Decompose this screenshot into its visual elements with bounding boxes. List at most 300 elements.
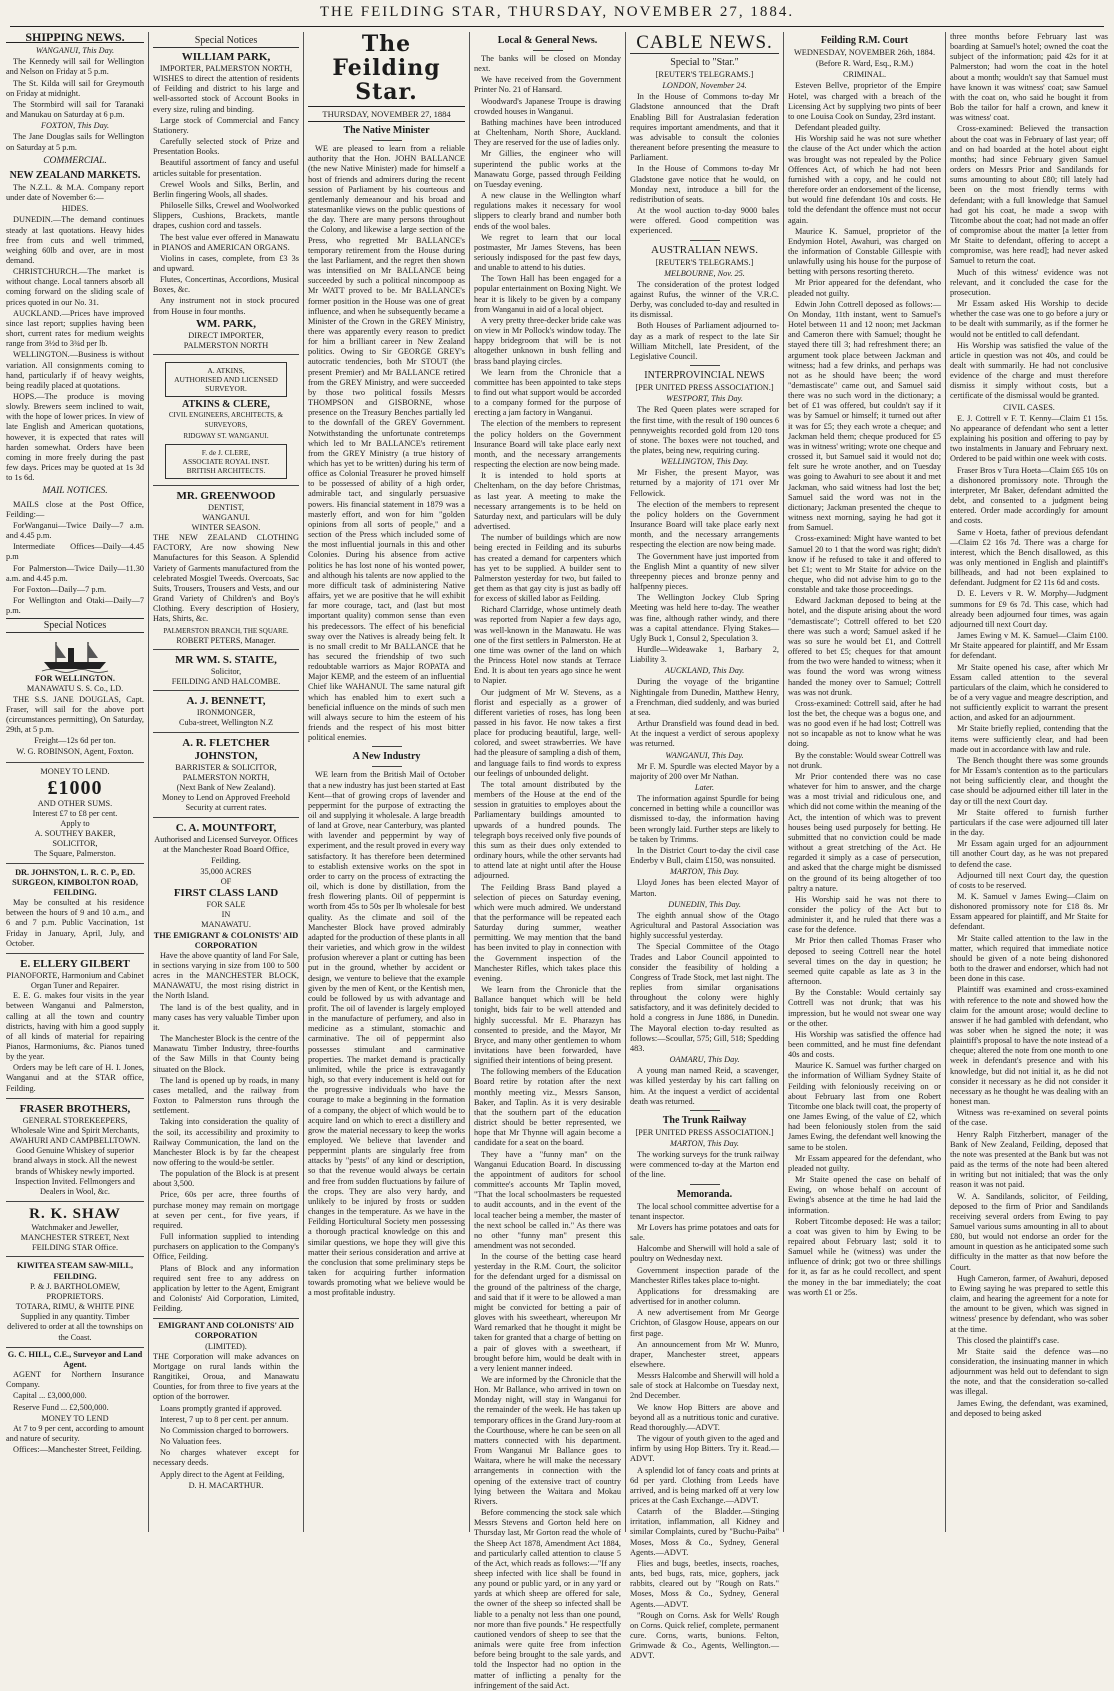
news-item: Our judgment of Mr W. Stevens, as a florist and especially as a grower of different varieties of roses, has long been passed in his favor. He now takes a first place for producing beautiful, large, well-colored, and sweet strawberries. We have had the pleasure of sampling a dish of them, and language fails to find words to express our feelings of unbounded delight. — [474, 687, 621, 778]
divider — [690, 1110, 720, 1111]
ad-amount: £1000 — [47, 776, 103, 799]
news-item: We know Hop Bitters are above and beyond all as a nutritious tonic and curative. Read thoroughly.—ADVT. — [630, 1402, 779, 1432]
column-4 — [474, 32, 621, 1690]
court-report: Maurice K. Samuel, proprietor of the Endymion Hotel, Awahuri, was charged on the information of Constable Gillespie with unlawfully using his house for the purpose of betting with persons resorting thereto. — [788, 226, 941, 277]
ad-line: PALMERSTON BRANCH, THE SQUARE. — [163, 626, 289, 635]
paragraph: Have the above quantity of land For Sale, in sections varying in size from 100 to 500 acres in the MANCHESTER BLOCK, MANAWATU, the most rising district in the North Island. — [153, 950, 299, 1001]
news-item: In the House of Commons to-day Mr Gladstone announced that the Draft Enabling Bill for Australasian federation requires important amendments, and that it was advisable to consult the colonies thereanent before presenting the measure to Parliament. — [630, 92, 779, 163]
court-report: W. A. Sandilands, solicitor, of Feilding, deposed to the firm of Prior and Sandilands receiving several orders from Ewing to pay Samuel various sums amounting in all to about £80, but would not endorse an order for the amount in question as he anticipated some such difficulty in the matter as that now before the Court. — [950, 1191, 1108, 1272]
paragraph: THE S.S. JANE DOUGLAS, Capt. Fraser, will sail for the above port (circumstances permitting), On Saturday, 29th, at 5 p.m. — [6, 694, 144, 735]
ad-title: KIWITEA STEAM SAW-MILL, FEILDING. — [16, 1261, 134, 1281]
news-item: Mr F. M. Spurdle was elected Mayor by a majority of 200 over Mr Nathan. — [630, 761, 779, 781]
ad-line: AWAHURI AND CAMPBELLTOWN. — [9, 1136, 141, 1146]
news-item: Bathing machines have been introduced at Cheltenham, North Shore, Auckland. They are reserved for the use of ladies only. — [474, 117, 621, 148]
paragraph: Carefully selected stock of Prize and Presentation Books. — [153, 137, 299, 157]
column-1 — [6, 32, 144, 1532]
paragraph: THE Corporation will make advances on Mortgage on rural lands within the Rangitikei, Oroua, and Manawatu Counties, for from three to five years at the option of the borrower. — [153, 1351, 299, 1402]
divider — [372, 746, 402, 747]
court-report: By the constable: Would swear Cottrell was not drunk. — [788, 750, 941, 770]
news-item: The Wellington Jockey Club Spring Meeting was held here to-day. The weather was fine, although rather windy, and there was a capital attendance. Flying Stakes—Ugly Buck 1, Consul 2, Speculation 3. — [630, 593, 779, 643]
cable-news-heading: CABLE NEWS. — [630, 32, 779, 54]
news-item: Before commencing the stock sale which Messrs Stevens and Gorton held here on Thursday last, Mr Gorton read the whole of the Sheep Act 1878, Amendment Act 1884, and particularly called attention to clause 5 of the Act, which reads as follows:—"If any sheep infected with lice shall be found in any pound or public yard, or in any yard or yards at which sheep are offered for sale, the owner of the sheep so infected shall be liable to a penalty not less than one pound, nor more than five pounds." He respectfully cautioned vendors of sheep to see that the animals were quite free from infection before being brought to the sale yards, and told the Inspector had no option in the matter of inflicting a penalty for the infringement of the said Act. — [474, 1508, 621, 1690]
ad-line: A. ATKINS, — [207, 366, 245, 376]
ad-line: IMPORTER, PALMERSTON NORTH, — [159, 64, 293, 73]
park-ad — [153, 49, 299, 355]
news-item: Both Houses of Parliament adjourned to-day as a mark of respect to the late Sir William Mitchell, late President, of the Legislative Council. — [630, 321, 779, 361]
atkins-ad — [153, 357, 299, 486]
ad-title: MONEY TO LEND — [41, 1413, 109, 1423]
paragraph: CHRISTCHURCH.—The market is without change. Local tanners absorb all coming forward on the sliding scale of prices quoted in our No. 31. — [6, 267, 144, 307]
news-item: During the voyage of the brigantine Nightingale from Dunedin, Matthew Henry, a Frenchman, died suddenly, and was buried at sea. — [630, 677, 779, 717]
court-report: Mr Prior appeared for the defendant, who pleaded not guilty. — [788, 278, 941, 298]
ad-line: Cuba-street, Wellington N.Z — [178, 718, 274, 728]
news-item: The Town Hall has been engaged for a popular entertainment on Boxing Night. We hear it is likely to be given by a company from Wanganui in aid of a local object. — [474, 274, 621, 314]
column-7 — [950, 32, 1108, 1532]
mail-heading: MAIL NOTICES. — [42, 486, 108, 497]
column-rule — [783, 32, 784, 1532]
news-item: Richard Clarridge, whose untimely death was reported from Napier a few days ago, was well-known in the Manawatu. He was one of the first settlers in Palmerston. He at one time was owner of the land on which the Princess Hotel now stands at Terrace End. It is about ten years ago since he went to Napier. — [474, 605, 621, 686]
column-2 — [153, 32, 299, 1532]
ad-line: ASSOCIATE ROYAL INST. BRITISH ARCHITECTS. — [182, 456, 270, 475]
mountfort-ad — [153, 820, 299, 1319]
ad-title: E. ELLERY GILBERT — [20, 957, 130, 970]
ad-title: R. K. SHAW — [29, 1206, 121, 1222]
dateline: AUCKLAND, This Day. — [664, 666, 745, 676]
paragraph: AUCKLAND.—Prices have improved since last report; supplies having been short, current rates for medium weights range from 3½d to 3¾d per lb. — [6, 308, 144, 349]
paragraph: Violins in cases, complete, from £3 3s and upward. — [153, 253, 299, 273]
news-item: A splendid lot of fancy coats and prints at 6d per yard. Clothing from Leeds have arrived, and is being marked off at very low prices at the Cash Exchange.—ADVT. — [630, 1465, 779, 1505]
news-item: We learn from the Chronicle that a committee has been appointed to take steps to find out what support would be accorded to a company formed for the purpose of erecting a jam factory in Wanganui. — [474, 367, 621, 418]
masthead: THE FEILDING STAR, THURSDAY, NOVEMBER 27, 1884. — [319, 4, 795, 20]
paragraph: WISHES to direct the attention of residents of Feilding and district to his large and well-assorted stock of Account Books in every size, ruling and binding. — [153, 74, 299, 114]
fraser-ad — [6, 1101, 144, 1202]
paragraph: May be consulted at his residence between the hours of 9 and 10 a.m., and 6 and 7 p.m. Public Vaccination, 1st Friday in January, April, July, and October. — [6, 898, 144, 948]
news-item: In the District Court to-day the civil case Enderby v Bull, claim £150, was nonsuited. — [630, 845, 779, 866]
court-report: This closed the plaintiff's case. — [957, 1335, 1060, 1345]
news-item: The Feilding Brass Band played a selection of pieces on Saturday evening, which were much admired. We understand that the performance will be repeated each Saturday during summer, weather permitting. We may mention that the band has been invited to play in connection with the Government inspection of the Manchester Rifles, which takes place this evening. — [474, 882, 621, 983]
court-report: His Worship said he was not sure whether the clause of the Act under which the action was brought was not repealed by the Police Offences Act, of which he had not been furnished with a copy, and he could not therefore order an endorsement of the license, but would fine defendant 10s and costs. He told the defendant the offence must not occur again. — [788, 134, 941, 225]
dateline: Later. — [694, 783, 715, 792]
paragraph: Capital ... £3,000,000. — [13, 1391, 87, 1401]
news-item: At the wool auction to-day 9000 bales were offered. Good competition was experienced. — [630, 206, 779, 236]
sawmill-ad — [6, 1259, 144, 1347]
ad-line: FOR SALE — [206, 900, 246, 910]
column-6 — [788, 32, 941, 1532]
paragraph: For Wellington and Otaki—Daily—7 p.m. — [6, 595, 144, 616]
court-report: Mr Essam asked His Worship to decide whether the case was one to go before a jury or to be dealt with summarily, as if the former he would not be entitled to call defendant. — [950, 299, 1108, 339]
court-report: Cross-examined: Believed the transaction about the coat was in February of last year; off and on had boarded at the hotel about eight months; had since February given Samuel orders on Messrs Prior and Sandilands for sums amounting to about £80; till lately had been on the most friendly terms with defendant; with a full knowledge that Samuel had got his coat, he made a swop with Titcombe about the coat; had not made an offer of compromise about the matter [a letter from Mr Staite to defendant, offering to accept a compromise, was here read]; had never asked Samuel to return the coat. — [950, 124, 1108, 266]
news-item: Lloyd Jones has been elected Mayor of Marton. — [630, 878, 779, 898]
paragraph: AGENT for Northern Insurance Company. — [6, 1370, 144, 1390]
divider — [690, 240, 720, 241]
paragraph: Reserve Fund ... £2,500,000. — [13, 1402, 109, 1412]
paragraph: The best value ever offered in Manawatu in PIANOS and AMERICAN ORGANS. — [153, 232, 299, 252]
column-3 — [308, 32, 465, 1532]
paragraph: Money to Lend on Approved Freehold Security at current rates. — [162, 792, 290, 813]
ad-title: MONEY TO LEND. — [40, 766, 110, 776]
paragraph: The Kennedy will sail for Wellington and Nelson on Friday at 5 p.m. — [6, 57, 144, 77]
ad-title: ATKINS & CLERE, — [182, 399, 270, 411]
court-report: His Worship was satisfied the value of the article in question was not 40s, and could be dealt with summarily. He had not conclusive evidence of the charge and must therefore dismiss it simply without costs, but a certificate of the dismissal would be granted. — [950, 340, 1108, 401]
section-heading: Local & General News. — [497, 35, 598, 46]
ad-title: FOR WELLINGTON. — [35, 674, 115, 684]
dentist-ad — [153, 488, 299, 650]
court-report: three months before February last was boarding at Samuel's hotel; owned the coat the subject of the information; paid 42s for it at Palmerston; had worn the coat in the hotel about a month; wouldn't say that Samuel must have known it was witness' coat; saw Samuel with the coat on, who said he bought it from Bob the tailor for half a crown, and knew it was witness' coat. — [950, 32, 1108, 123]
dateline: MARTON, This Day. — [670, 1139, 739, 1148]
news-item: The eighth annual show of the Otago Agricultural and Pastoral Association was highly successful yesterday. — [630, 910, 779, 941]
paragraph: TOTARA, RIMU, & WHITE PINE Supplied in any quantity. Timber delivered to order at all the townships on the Coast. — [7, 1302, 143, 1342]
paragraph: Taking into consideration the quality of the soil, its accessibility and proximity to Railway Communication, the land on the Manchester Block is by far the cheapest now offering to the would-be settler. — [153, 1117, 299, 1167]
agency-credit: [REUTER'S TELEGRAMS.] — [655, 257, 754, 267]
paragraph: Crewel Wools and Silks, Berlin, and Berlin fingering Wools, all shades. — [153, 179, 299, 199]
paragraph: No Valuation fees. — [160, 1437, 222, 1447]
ad-line: MANAWATU. — [201, 920, 251, 930]
subhead: CRIMINAL. — [842, 70, 887, 80]
court-report: Mr Staite said the defence was—no consideration, the insinuating manner in which adjournment was held out to defendant to sign the note, and that the consideration so-called was illegal. — [950, 1346, 1108, 1397]
doctor-ad — [6, 866, 144, 954]
dateline: MARTON, This Day. — [670, 867, 739, 877]
paragraph: Flutes, Concertinas, Accordions, Musical Boxes, &c. — [153, 275, 299, 295]
column-rule — [303, 32, 304, 1532]
ad-title: MR WM. S. STAITE, — [175, 653, 277, 666]
paragraph: E. E. G. makes four visits in the year between Wanganui and Palmerston, calling at all the town and country districts, having with him a good supply of all kinds of material for repairing Pianos, Harmoniums, &c. Pianos tuned by the year. — [6, 991, 144, 1062]
ad-line: CIVIL ENGINEERS, ARCHITECTS, & SURVEYORS, — [168, 411, 284, 430]
newspaper-nameplate: The Feilding Star. — [308, 32, 465, 107]
paragraph: DUNEDIN.—The demand continues steady at last quotations. Heavy hides free from cuts and well trimmed, weighing 60lb and over, are in most demand. — [6, 215, 144, 265]
column-5 — [630, 32, 780, 1661]
divider — [533, 50, 563, 51]
divider — [690, 1184, 720, 1185]
court-report: James Ewing, the defendant, was examined, and deposed to being asked — [950, 1398, 1108, 1418]
court-report: Mr Staite opened the case on behalf of Ewing, on whose behalf on account of Ewing's absence at the time he had laid the information. — [788, 1175, 941, 1215]
paragraph: Philoselle Silks, Crewel and Woolworked Slippers, Cushions, Brackets, mantle drapes, cushion cord and tassels. — [153, 201, 299, 231]
news-item: The Special Committee of the Otago Trades and Labor Council appointed to consider the feasibility of holding a Congress of Trade Stock, met last night. The replies from similar organisations throughout the colony were highly satisfactory, and it was definitely decided to hold a congress in June 1886, in Dunedin. The Mayoral election to-day resulted as follows:—Scoullar, 575; Gill, 518; Spedding 483. — [630, 942, 780, 1053]
court-report: Much of this witness' evidence was not relevant, and it concluded the case for the prosecution. — [950, 267, 1108, 297]
court-report: Maurice K. Samuel was further charged on the information of William Sydney Staite of Feilding with feloniously receiving on or about February last from one Robert Titcombe one black twill coat, the property of one James Ewing, of the value of £2, which had been feloniously stolen from the said James Ewing, the defendant well knowing the same to be stolen. — [788, 1061, 941, 1152]
ad-line: AND OTHER SUMS. — [37, 798, 113, 808]
section-heading: INTERPROVINCIAL NEWS — [644, 370, 765, 382]
divider — [690, 365, 720, 366]
ad-line: WINTER SEASON. — [191, 523, 261, 532]
paragraph: Good Genuine Whiskey of superior brand always in stock. All the newest brands of Whiskey newly imported. Inspection Invited. Fellmongers and Dealers in Wool, &c. — [13, 1146, 137, 1196]
court-report: Mr Prior contended there was no case whatever for him to answer, and the charge was a most trivial and ridiculous one, and which did not come within the meaning of the Act, the intention of which was to prevent houses being used purposely for betting. He submitted that no conviction could be made without a great stretching of the Act. He regarded it simply as a case of persecution, and asked that the charge might be dismissed on the ground of its being altogether of too paltry a nature. — [788, 771, 941, 893]
ad-title: C. A. MOUNTFORT, — [175, 822, 277, 835]
ad-line: BARRISTER & SOLICITOR, — [175, 762, 277, 772]
divider — [372, 766, 402, 767]
ad-line: GENERAL STOREKEEPERS, Wholesale Wine and Spirit Merchants, — [10, 1115, 140, 1135]
court-report: Robert Titcombe deposed: He was a tailor; a coat was given to him by Ewing to be repaired about February last; sold it to Samuel while he (witness) was under the influence of drink; got two or three shillings for it, as far as he could recollect, and spent the money in the bar immediately; the coat was worth £1 or 25s. — [788, 1216, 941, 1297]
ad-line: ROBERT PETERS, Manager. — [176, 635, 276, 645]
paragraph: The land is opened up by roads, in many cases metalled, and the railway from Foxton to Palmerston runs through the settlement. — [153, 1075, 299, 1116]
column-rule — [469, 32, 470, 1532]
paragraph: Apply direct to the Agent at Feilding, — [160, 1469, 285, 1479]
ad-title: DR. JOHNSTON, L. R. C. P., ED. SURGEON, KIMBOLTON ROAD, FEILDING. — [12, 867, 138, 897]
paragraph: Intermediate Offices—Daily—4.45 p.m — [6, 542, 144, 562]
court-report: Henry Ralph Fitzherbert, manager of the Bank of New Zealand, Feilding, deposed that the note was presented at the Bank but was not paid as the terms of the note had been altered in writing but not initialed; that was the only reason it was not paid. — [950, 1129, 1108, 1190]
column-rule — [625, 32, 626, 1532]
news-item: "Rough on Corns. Ask for Wells' Rough on Corns. Quick relief, complete, permanent cure. Corns, warts, bunions. Felton, Grimwade & Co., Agents, Wellington.—ADVT. — [630, 1610, 779, 1661]
section-heading: Memoranda. — [676, 1188, 733, 1200]
news-item: The election of the members to represent the policy holders on the Government Insurance Board will take place early next month, and the necessary arrangements respecting the election are now being made. — [474, 419, 621, 470]
section-heading: AUSTRALIAN NEWS. — [651, 243, 758, 256]
subhead: HIDES. — [61, 204, 89, 214]
court-report: M. K. Samuel v James Ewing—Claim on dishonored promissory note for £18 8s. Mr Essam appeared for plaintiff, and Mr Staite for defendant. — [950, 891, 1108, 932]
paragraph: W. G. ROBINSON, Agent, Foxton. — [16, 747, 134, 757]
ad-line: F. de J. CLERE, — [201, 447, 251, 457]
article-body: WE learn from the British Mail of October that a new industry has just been started at East Kent—that of growing crops of lavender and peppermint for the purpose of extracting the oil and supplying it wholesale. A large breadth of land at Grove, near Canterbury, was planted with lavender and peppermint by way of experiment, and the result proved in every way satisfactory. It has therefore been determined to establish extensive works on the spot in order to carry on the process of extracting the oil, which is done by distillation, from the fresh flowering plants. Oil of peppermint is worth from 45s to 50s per lb wholesale for best quality. As the climate and soil of the Manchester Block have proved admirably adapted for the production of these plants in all their varieties, and which grow in the wildest profusion wherever a plant or cutting has been put in the ground, whether by accident or design, we venture to believe that the example given by the men of Kent, or the Kentish men, could be followed by us with advantage and profit. The oil of lavender is largely employed in the manufacture of perfumery, and also in medicine as a stimulant, stomachic and carminative. The oil of peppermint also possesses stimulant and carminative properties. The market demand is practically unlimited, while the price is extravagantly high, so that every inducement is held out for the progressive individuals who have the courage to make a beginning in the formation of a company, the object of which would be to acquire land on which to erect a distillery and grow the material necessary to keep the works employed. We believe that lavender and peppermint plants are singularly free from attacks by "pests" of any kind or description, so that the revenue would always be certain and free from sudden fluctuations by failure of the crops. They are also very hardy, and unlikely to be injured by frosts or sudden changes in the temperature. As we have in the Feilding Horticultural Society men possessing a thorough practical knowledge on this and similar questions, we hope they will give this matter their serious consideration and arrive at the conclusion that some preliminary steps be taken for acquiring further information towards promoting what we believe would be a most profitable industry. — [308, 770, 465, 1298]
paragraph: The land is of the best quality, and in many cases has very valuable Timber upon it. — [153, 1002, 299, 1032]
dateline: WESTPORT, This Day. — [666, 394, 743, 404]
section-heading: The Trunk Railway — [662, 1114, 747, 1126]
subhead: CIVIL CASES. — [1003, 402, 1055, 412]
dateline: MELBOURNE, Nov. 25. — [664, 268, 745, 278]
column-rule — [148, 32, 149, 1532]
news-item: Hurdle—Wideawake 1, Barbary 2, Liability 3. — [630, 644, 779, 665]
ad-line: (Next Bank of New Zealand). — [176, 782, 276, 792]
paragraph: The Manchester Block is the centre of the Manawatu Timber Industry, three-fourths of the Saw Mills in that County being situated on the Block. — [153, 1034, 299, 1074]
staite-ad — [153, 652, 299, 691]
news-item: The total amount distributed by the members of the House at the end of the session in gratuities to employes about the Parliamentary buildings amounted to upwards of a hundred pounds. The telegraph boys received only five pounds of this sum as their dues only extended to ordinary hours, while the other servants had to attend late at night until after the House adjourned. — [474, 779, 621, 881]
dateline: WELLINGTON, This Day. — [660, 457, 749, 467]
agency-credit: [PER UNITED PRESS ASSOCIATION.] — [635, 383, 774, 393]
court-report: D. E. Levers v R. W. Morphy—Judgment summons for £9 6s 7d. This case, which had already been adjourned four times, was again adjourned till next Court day. — [950, 589, 1108, 629]
ad-line: Interest £7 to £8 per cent. — [32, 808, 118, 818]
court-report: Mr Staite offered to furnish further particulars if the case were adjourned till later in the day. — [950, 807, 1108, 838]
paragraph: The population of the Block is at present about 3,500. — [153, 1169, 299, 1189]
news-item: We learn from the Chronicle that the Ballance banquet which will be held tonight, bids fair to be well attended and highly successful. Mr E. Pharazyn has consented to preside, and the Mayor, Mr Bryce, and many other gentlemen to whom invitations have been forwarded, have signified their intentions of being present. — [474, 985, 621, 1066]
paragraph: THE NEW ZEALAND CLOTHING FACTORY, Are now showing New Manufactures for this Season. A Splendid Variety of Garments manufactured from the celebrated Mosgiel Tweeds. Overcoats, Sac Suits, Trousers, Trousers and Vests, and our Grand Variety of Children's and Boy's Clothing. Every description of Hosiery, Hats, Shirts, &c. — [153, 533, 299, 624]
article-heading: The Native Minister — [343, 125, 430, 137]
court-report: E. J. Cottrell v F. T. Kenny—Claim £1 15s. No appearance of defendant who sent a letter explaining his position and offering to pay by two instalments in January and February next. Ordered to be paid within one week with costs. — [950, 413, 1108, 464]
news-item: The vigour of youth given to the aged and infirm by using Hop Bitters. Try it. Read.—ADVT. — [630, 1434, 779, 1464]
court-report: His Worship said he was not there to consider the policy of the Act but to administer it, and he ruled that there was a case for the defence. — [788, 894, 941, 935]
news-item: Mr Gillies, the engineer who will superintend the public works at the Manawatu Gorge, passed through Feilding on Tuesday evening. — [474, 149, 621, 189]
article-body: WE are pleased to learn from a reliable authority that the Hon. JOHN BALLANCE (the new Native Minister) made for himself a host of friends and admirers during the recent session of Parliament by his courteous and gentlemanly demeanour and his broad and statesmanlike views on the public questions of the day. There are many persons throughout the Colony, and likewise a large section of the Press, who regretted Mr BALLANCE's temporary retirement from the House during the last Parliament, and the regret then shown was intensified on Mr BALLANCE being succeeded by such a political nincompoop as Mr WATT proved to be. Mr BALLANCE's former position in the House was one of great influence, and when he subsequently became a Minister of the Crown in the GREY Ministry, there was apparently every reason to predict for him a brilliant career in New Zealand politics. Owing to Sir GEORGE GREY's autocratic tendencies, both Mr STOUT (the present Premier) and Mr BALLANCE retired from the GREY Ministry, and were succeeded by those two political fossils Messrs THOMPSON and GISBORNE, whose presence on the Treasury Benches partially led to the downfall of the GREY Government. Notwithstanding the unfortunate contretemps which led to Mr BALLANCE's retirement from the GREY Ministry (a true history of which has yet to be written) during his term of office as Colonial Treasurer he proved himself to be possessed of ability of a high order, admirable tact, and singularly persuasive powers. His financial statement in 1879 was a masterly effort, and won for him "golden opinions from all sorts of people," and a section of the Press which included some of the most influential journals in this and other Colonies. During his absence from active politics he has lost none of his wonted power, and although his talents are now applied to the more difficult task of administering Native affairs, yet we are positive that he will exhibit far more courage, tact, and (last but most important quality) common sense than even his predecessors. The effect of his beneficial sway over the Natives is already being felt. It is no small credit to Mr BALLANCE that he has secured the friendship of two such redoubtable warriors as Major ROPATA and Major KEMP, and the esteem of an influential Chief like WAHANUI. The same natural gift which has enabled him to exert such a beneficial influence on the minds of such men will always secure to him the esteem of his friends and the respect of his most bitter political enemies. — [308, 144, 465, 743]
ad-title: THE EMIGRANT & COLONISTS' AID CORPORATION — [153, 930, 299, 950]
paragraph: ForWanganui—Twice Daily—7 a.m. and 4.45 p.m. — [6, 520, 144, 541]
section-heading: Feilding R.M. Court — [820, 35, 909, 46]
paragraph: Orders may be left care of H. I. Jones, Wanganui and at the STAR office, Feilding. — [6, 1063, 144, 1093]
ad-title: A. J. BENNETT, — [186, 695, 266, 708]
column-rule — [945, 32, 946, 1532]
news-item: A new clause in the Wellington wharf regulations makes it necessary for wool slippers to clearly brand and number both ends of the wool bales. — [474, 191, 621, 231]
court-report: Cross-examined: Might have wanted to bet Samuel 20 to 1 that the word was right; didn't know if he refused to take it and offered to bet £1; went to Mr Staite for advice on the cheque, who did not advise him to go to the constable and take those proceedings. — [788, 534, 941, 595]
news-item: The Government have just imported from the English Mint a quantity of new silver threepenny pieces and bronze penny and halfpenny pieces. — [630, 551, 779, 592]
news-item: A new advertisement from Mr George Crichton, of Glasgow House, appears on our first page. — [630, 1308, 779, 1338]
paragraph: For Palmerston—Twice Daily—11.30 a.m. and 4.45 p.m. — [6, 563, 144, 583]
ad-subtitle: MANAWATU S. S. Co., LD. — [26, 684, 124, 694]
court-report: Cross-examined: Cottrell said, after he had lost the bet, the cheque was a bogus one, and was no good even if he had lost; Cottrell was not so incapable as not to know what he was doing. — [788, 698, 941, 749]
paragraph: Interest, 7 up to 8 per cent. per annum. — [160, 1414, 289, 1424]
steamship-icon — [40, 638, 110, 672]
issue-date: THURSDAY, NOVEMBER 27, 1884 — [308, 107, 465, 122]
shipping-list — [6, 46, 144, 153]
ad-line: IRONMONGER, — [196, 708, 256, 718]
paragraph: Full information supplied to intending purchasers on application to the Company's Office, Feilding. — [153, 1232, 299, 1262]
news-item: We are informed by the Chronicle that the Hon. Mr Ballance, who arrived in town on Monday night, will stay in Wanganui for the remainder of the week. He has taken up temporary offices in the Grand Jury-room at the Courthouse, where he can be seen on all matters connected with his department. From Wanganui Mr Ballance goes to Waitara, where he will make the necessary arrangements in connection with the opening of the extensive tract of country lying between the Waitara and Mokau Rivers. — [474, 1375, 621, 1506]
news-item: In the House of Commons to-day Mr Gladstone gave notice that he would, on Monday next, introduce a bill for the redistribution of seats. — [630, 164, 779, 204]
paragraph: The Jane Douglas sails for Wellington on Saturday at 5 p.m. — [6, 132, 144, 152]
court-report: Hugh Cameron, farmer, of Awahuri, deposed to Ewing saying he was prepared to settle this claim, and hearing the agreement for a note for the amount to be given, which was signed in witness' presence by defendant, who was sober at the time. — [950, 1273, 1108, 1334]
article-heading: A New Industry — [352, 751, 421, 763]
paragraph: No charges whatever except for necessary deeds. — [153, 1448, 299, 1468]
news-item: The Red Queen plates were scraped for the first time, with the result of 190 ounces 6 pennyweights recorded gold from 120 tons of stone. The boxes were not touched, and the plates, being new, requiring curing. — [630, 405, 779, 455]
ad-line: RIDGWAY ST. WANGANUI. — [183, 431, 269, 440]
news-item: An announcement from Mr W. Munro, draper, Manchester street, appears elsewhere. — [630, 1339, 779, 1369]
steamer-ad — [6, 634, 144, 762]
court-report: Mr Prior then called Thomas Fraser who deposed to seeing Cottrell near the hotel several times on the day in question; he seemed quite capable as late as 3 in the afternoon. — [788, 936, 941, 987]
court-report: Mr Staite opened his case, after which Mr Essam called attention to the several particulars of the claim, which he considered to be of a very vague and meagre description, and not sufficiently explicit to warrant the present action, and asked for an adjournment. — [950, 662, 1108, 723]
court-report: Plaintiff was examined and cross-examined with reference to the note and showed how the claim for the amount arose; would decline to answer if he had gambled with defendant, who was sober when he signed the note; it was plaintiff's proposal to have the note instead of a cheque; altered the note from one month to one week in defendant's presence and with his knowledge, but did not initial it, as he did not consider it necessary as he did not consider it necessary as he thought he was dealing with an honest man. — [950, 985, 1108, 1107]
court-report: James Ewing v M. K. Samuel—Claim £100. Mr Staite appeared for plaintiff, and Mr Essam for defendant. — [950, 631, 1108, 661]
news-item: Applications for dressmaking are advertised for in another column. — [630, 1286, 779, 1307]
ad-line: PALMERSTON NORTH, — [182, 772, 270, 782]
paragraph: The St. Kilda will sail for Greymouth on Friday at midnight. — [6, 78, 144, 98]
news-item: The consideration of the protest lodged against Rufus, the winner of the V.R.C. Derby, was concluded to-day and resulted in its dismissal. — [630, 279, 779, 320]
paragraph: Authorised and Licensed Surveyor. Offices at the Manchester Road Board Office, Feilding. — [154, 835, 298, 865]
ad-title: G. C. HILL, C.E., Surveyor and Land Agent. — [7, 1349, 143, 1369]
ad-line: A. SOUTHEY BAKER, — [34, 829, 116, 839]
news-item: The election of the members to represent the policy holders on the Government Insurance Board will take place early next month, and the necessary arrangements respecting the election are now being made. — [630, 499, 779, 550]
ad-line: IN — [221, 910, 231, 920]
ad-title: MR. GREENWOOD — [176, 489, 276, 502]
paragraph: For Foxton—Daily—7 p.m. — [13, 584, 107, 594]
shaw-ad — [6, 1204, 144, 1257]
court-report: By the Constable: Would certainly say Cottrell was not drunk; that was his impression, but he would not swear one way or the other. — [788, 988, 941, 1028]
commercial-heading: COMMERCIAL. — [43, 155, 107, 166]
news-item: Mr Lovers has prime potatoes and oats for sale. — [630, 1222, 779, 1243]
divider — [372, 140, 402, 141]
court-report: Fraser Bros v Tura Hoeta—Claim £65 10s on a dishonored promissory note. Through the interpreter, Mr Baker, defendant admitted the debt, and consented to a judgment being entered. Order made accordingly for amount and costs. — [950, 465, 1108, 526]
news-item: Woodward's Japanese Troupe is drawing crowded houses in Wanganui. — [474, 96, 621, 116]
paragraph: Large stock of Commercial and Fancy Stationery. — [153, 115, 299, 135]
dateline: DUNEDIN, This Day. — [668, 899, 741, 909]
money-ad — [6, 765, 144, 864]
news-item: The following members of the Education Board retire by rotation after the next monthly meeting viz., Messrs Sanson, Baker, and Taplin. As it is very desirable that the southern part of the education district should be better represented, we hope that Mr Thynne will again become a candidate for a seat on the board. — [474, 1067, 621, 1148]
ad-line: PALMERSTON NORTH — [183, 340, 269, 350]
sub-heading: Special to "Star." — [670, 57, 739, 68]
ad-line: (LIMITED). — [205, 1341, 247, 1351]
paragraph: Beautiful assortment of fancy and useful articles suitable for presentation. — [153, 158, 299, 178]
ad-line: Solicitor, — [210, 666, 242, 676]
ad-line: Watchmaker and Jeweller, MANCHESTER STREET, Next FEILDING STAR Office. — [20, 1223, 130, 1253]
paragraph: At 7 to 9 per cent, according to amount and nature of security. — [6, 1423, 144, 1443]
ad-title: EMIGRANT AND COLONISTS' AID CORPORATION — [158, 1321, 294, 1341]
paragraph: Loans promptly granted if approved. — [160, 1403, 282, 1413]
news-item: The local school committee advertise for a tenant inspector. — [630, 1201, 779, 1221]
court-report: Mr Essam again urged for an adjournment till another Court day, as he was not prepared to defend the case. — [950, 839, 1108, 869]
card — [165, 444, 287, 479]
ad-line: PIANOFORTE, Harmonium and Cabinet Organ Tuner and Repairer. — [6, 970, 144, 991]
shipping-heading: SHIPPING NEWS. — [6, 32, 144, 43]
news-item: Mr Fisher, the present Mayor, was returned by a majority of 171 over Mr Fellowick. — [630, 468, 779, 498]
court-report: Esteven Bellve, proprietor of the Empire Hotel, was charged with a breach of the Licensing Act by supplying two pints of beer to one Louisa Cook on Sunday, 23rd instant. — [788, 81, 941, 121]
paragraph: No Commission charged to borrowers. — [160, 1425, 289, 1435]
ad-line: The Square, Palmerston. — [34, 849, 116, 859]
court-report: His Worship was satisfied the offence had been committed, and he must fine defendant 40s and costs. — [788, 1029, 941, 1060]
news-item: In the course of the betting case heard yesterday in the R.M. Court, the solicitor for the defendant urged for a dismissal on the ground of the paltriness of the charge, and said that if it were to be allowed a man might be convicted for betting a pair of gloves with his sweetheart, whereupon Mr Ward remarked that he thought it might be taken for granted that a charge of betting on a pair of gloves with a sweetheart, if brought before him, would be dealt with in a very lenient manner indeed. — [474, 1252, 621, 1373]
dateline: LONDON, November 24. — [662, 81, 747, 91]
news-item: Government inspection parade of the Manchester Rifles takes place to-night. — [630, 1265, 779, 1285]
paragraph: Any instrument not in stock procured from House in four months. — [153, 296, 299, 316]
dateline: OAMARU, This Day. — [669, 1055, 740, 1065]
piano-tuner-ad — [6, 956, 144, 1099]
news-item: A young man named Reid, a scavenger, was killed yesterday by his cart falling on him. At the inquest a verdict of accidental death was returned. — [630, 1066, 779, 1106]
ad-line: SOLICITOR, — [52, 839, 98, 849]
ad-signature: WM. PARK, — [196, 317, 256, 330]
paragraph: Offices:—Manchester Street, Feilding. — [13, 1445, 142, 1455]
dateline: WANGANUI, This Day. — [665, 750, 744, 760]
ad-line: 35,000 ACRES — [200, 866, 252, 876]
news-item: It is intended to hold sports at Cheltenham, on the day before Christmas, as last year. A meeting to make the necessary arrangements is to be held on Saturday next, and particulars will be duly advertised. — [474, 471, 621, 532]
card — [165, 362, 287, 397]
paragraph: HOPS.—The produce is moving slowly. Brewers seem inclined to wait, with the hope of lower prices. In view of late English and American quotations, however, it is expected that rates will harden somewhat. Orders have been coming in more freely during the past few days. Prices may be quoted at 1s 3d to 1s 6d. — [6, 392, 144, 483]
news-item: Flies and bugs, beetles, insects, roaches, ants, bed bugs, rats, mice, gophers, jack rabbits, cleared out by "Rough on Rats." Moses, Moss & Co., Sydney, General Agents.—ADVT. — [630, 1558, 779, 1609]
paragraph: The Stormbird will sail for Taranaki and Manukau on Saturday at 6 p.m. — [6, 99, 144, 120]
corporation-ad — [153, 1321, 299, 1491]
court-report: The Bench thought there was some grounds for Mr Essam's contention as to the particulars not being sufficiently clear, and thought the case should be adjourned either till later in the day or till the next Court day. — [950, 755, 1108, 806]
dateline: WEDNESDAY, NOVEMBER 26th, 1884. — [793, 48, 936, 57]
news-item: Halcombe and Sherwill will hold a sale of poultry on Wednesday next. — [630, 1244, 779, 1264]
paragraph: Price, 60s per acre, three fourths of purchase money may remain on mortgage at seven per cent., for five years, if required. — [153, 1190, 299, 1230]
ad-line: OF — [220, 876, 232, 886]
ad-line: FIRST CLASS LAND — [173, 887, 279, 900]
ad-line: DENTIST, — [207, 502, 245, 512]
news-item: Messrs Halcombe and Sherwill will hold a sale of stock at Halcombe on Tuesday next, 2nd December. — [630, 1371, 779, 1401]
news-item: Catarrh of the Bladder.—Stinging irritation, inflammation, all Kidney and similar Complaints, cured by "Buchu-Paiba" Moses, Moss & Co., Sydney, General Agents.—ADVT. — [630, 1507, 779, 1557]
ad-line: AUTHORISED AND LICENSED SURVEYOR. — [174, 375, 278, 394]
news-item: Arthur Dransfield was found dead in bed. At the inquest a verdict of serous apoplexy was returned. — [630, 719, 779, 749]
paragraph: Freight—12s 6d per ton. — [34, 736, 116, 746]
ad-line: DIRECT IMPORTER, — [188, 330, 264, 340]
news-item: The banks will be closed on Monday next. — [474, 54, 621, 74]
ad-title: FRASER BROTHERS, — [19, 1102, 131, 1115]
paragraph: Plans of Block and any information required sent free to any address on application by letter to the Agent, Emigrant and Colonists' Aid Corporation, Limited, Feilding. — [153, 1263, 299, 1314]
court-report: Edwin John Cottrell deposed as follows:—On Monday, 11th instant, went to Samuel's Hotel between 11 and 12 noon; met Jackman and Cameron there with Samuel; thought he stayed there till 3; had refreshment there; an argument took place between Jackman and witness; had a few drinks, and perhaps was not as he should have been; the word "demastiscate" came out, and Samuel said there was no such word in the dictionary; a bet of £1 was offered, but couldn't say if it was by Samuel or himself; it turned out after it was for £5; they each wrote a cheque; and Jackman held them; cheque produced for £5 was in witness' writing; wrote one cheque and crossed it, but Samuel said it would not do; felt sure he wrote another, and on Tuesday was going to Awahuri to see about it and met Jackman, who said witness had lost the bet; Samuel said the word was not in the dictionary; Jackman presented the cheque to witness next morning, saying he had got it from Samuel. — [788, 299, 941, 533]
court-report: Mr Staite called attention to the law in the matter, which required that immediate notice should be given of a note being dishonored both to the drawer and endorser, which had not been done in this case. — [950, 933, 1108, 984]
ad-line: WANGANUI. — [202, 512, 250, 522]
bennett-ad — [153, 693, 299, 732]
markets-heading: NEW ZEALAND MARKETS. — [9, 169, 141, 181]
ad-title: WILLIAM PARK, — [181, 51, 271, 63]
court-report: Defendant pleaded guilty. — [795, 123, 881, 133]
paragraph: WELLINGTON.—Business is without variation. All consignments coming to hand, particularly if of heavy weights, being readily placed at quotations. — [6, 350, 144, 390]
news-item: The information against Spurdle for being concerned in betting while a councillor was dismissed to-day, the information having been wrongly laid. Further steps are likely to be taken by Trimms. — [630, 794, 779, 844]
agency-credit: [PER UNITED PRESS ASSOCIATION.] — [635, 1127, 774, 1137]
paragraph: MAILS close at the Post Office, Feilding:— — [6, 499, 144, 519]
special-notices-heading: Special Notices — [153, 34, 299, 48]
court-report: Adjourned till next Court day, the question of costs to be reserved. — [950, 870, 1108, 890]
court-report: Witness was re-examined on several points of the case. — [950, 1108, 1108, 1128]
news-item: They have a "funny man" on the Wanganui Education Board. In discussing the appointment of auditors for school committee's accounts Mr Taplin moved, "That the local schoolmasters be requested to audit accounts, and in the event of the local teacher being a member, the master of the next school be called in." As there was no other "funny man" present this amendment was not seconded. — [474, 1149, 621, 1250]
ad-title: A. R. FLETCHER JOHNSTON, — [182, 736, 270, 762]
court-report: Mr Staite briefly replied, contending that the items were sufficiently clear, and had been made out in accordance with law and rule. — [950, 724, 1108, 754]
court-report: Same v Hoeta, father of previous defendant—Claim £2 16s 7d. There was a charge for interest, which the Bench disallowed, as this was only mentioned in English and plaintiff's billheads, and had not been explained to defendant. Judgment for £2 11s 6d and costs. — [950, 527, 1108, 588]
court-report: Mr Essam appeared for the defendant, who pleaded not guilty. — [788, 1153, 941, 1173]
agency-credit: [REUTER'S TELEGRAMS.] — [655, 70, 754, 79]
news-item: We regret to learn that our local postmaster, Mr James Stevens, has been seriously indisposed for the past few days, and unable to attend to his duties. — [474, 232, 621, 273]
ad-line: FEILDING AND HALCOMBE. — [171, 677, 281, 687]
dateline: WANGANUI, This Day. — [35, 46, 115, 56]
masthead-rule — [10, 26, 1104, 27]
court-report: Edward Jackman deposed to being at the hotel, and the dispute arising about the word "demastiscate"; Cottrell offered to bet £20 there was such a word; Samuel asked if he was so sure he would bet £1, and Cottrell offered to bet £5; cheques for that amount from the two were handed to witness; when it was found the word was wrong witness handed the money over to Samuel; Cottrell was was not drunk. — [788, 596, 941, 697]
news-item: We have received from the Government Printer No. 21 of Hansard. — [474, 75, 621, 95]
news-item: The working surveys for the trunk railway were commenced to-day at the Marton end of the line. — [630, 1150, 779, 1180]
ad-signature: D. H. MACARTHUR. — [188, 1480, 264, 1490]
dateline: FOXTON, This Day. — [40, 121, 110, 131]
special-notices-heading: Special Notices — [6, 618, 144, 633]
news-item: A very pretty three-decker bride cake was on view in Mr Pollock's window today. The happy bridegroom that will be is not altogether unknown in bush felling and brass band playing circles. — [474, 315, 621, 366]
